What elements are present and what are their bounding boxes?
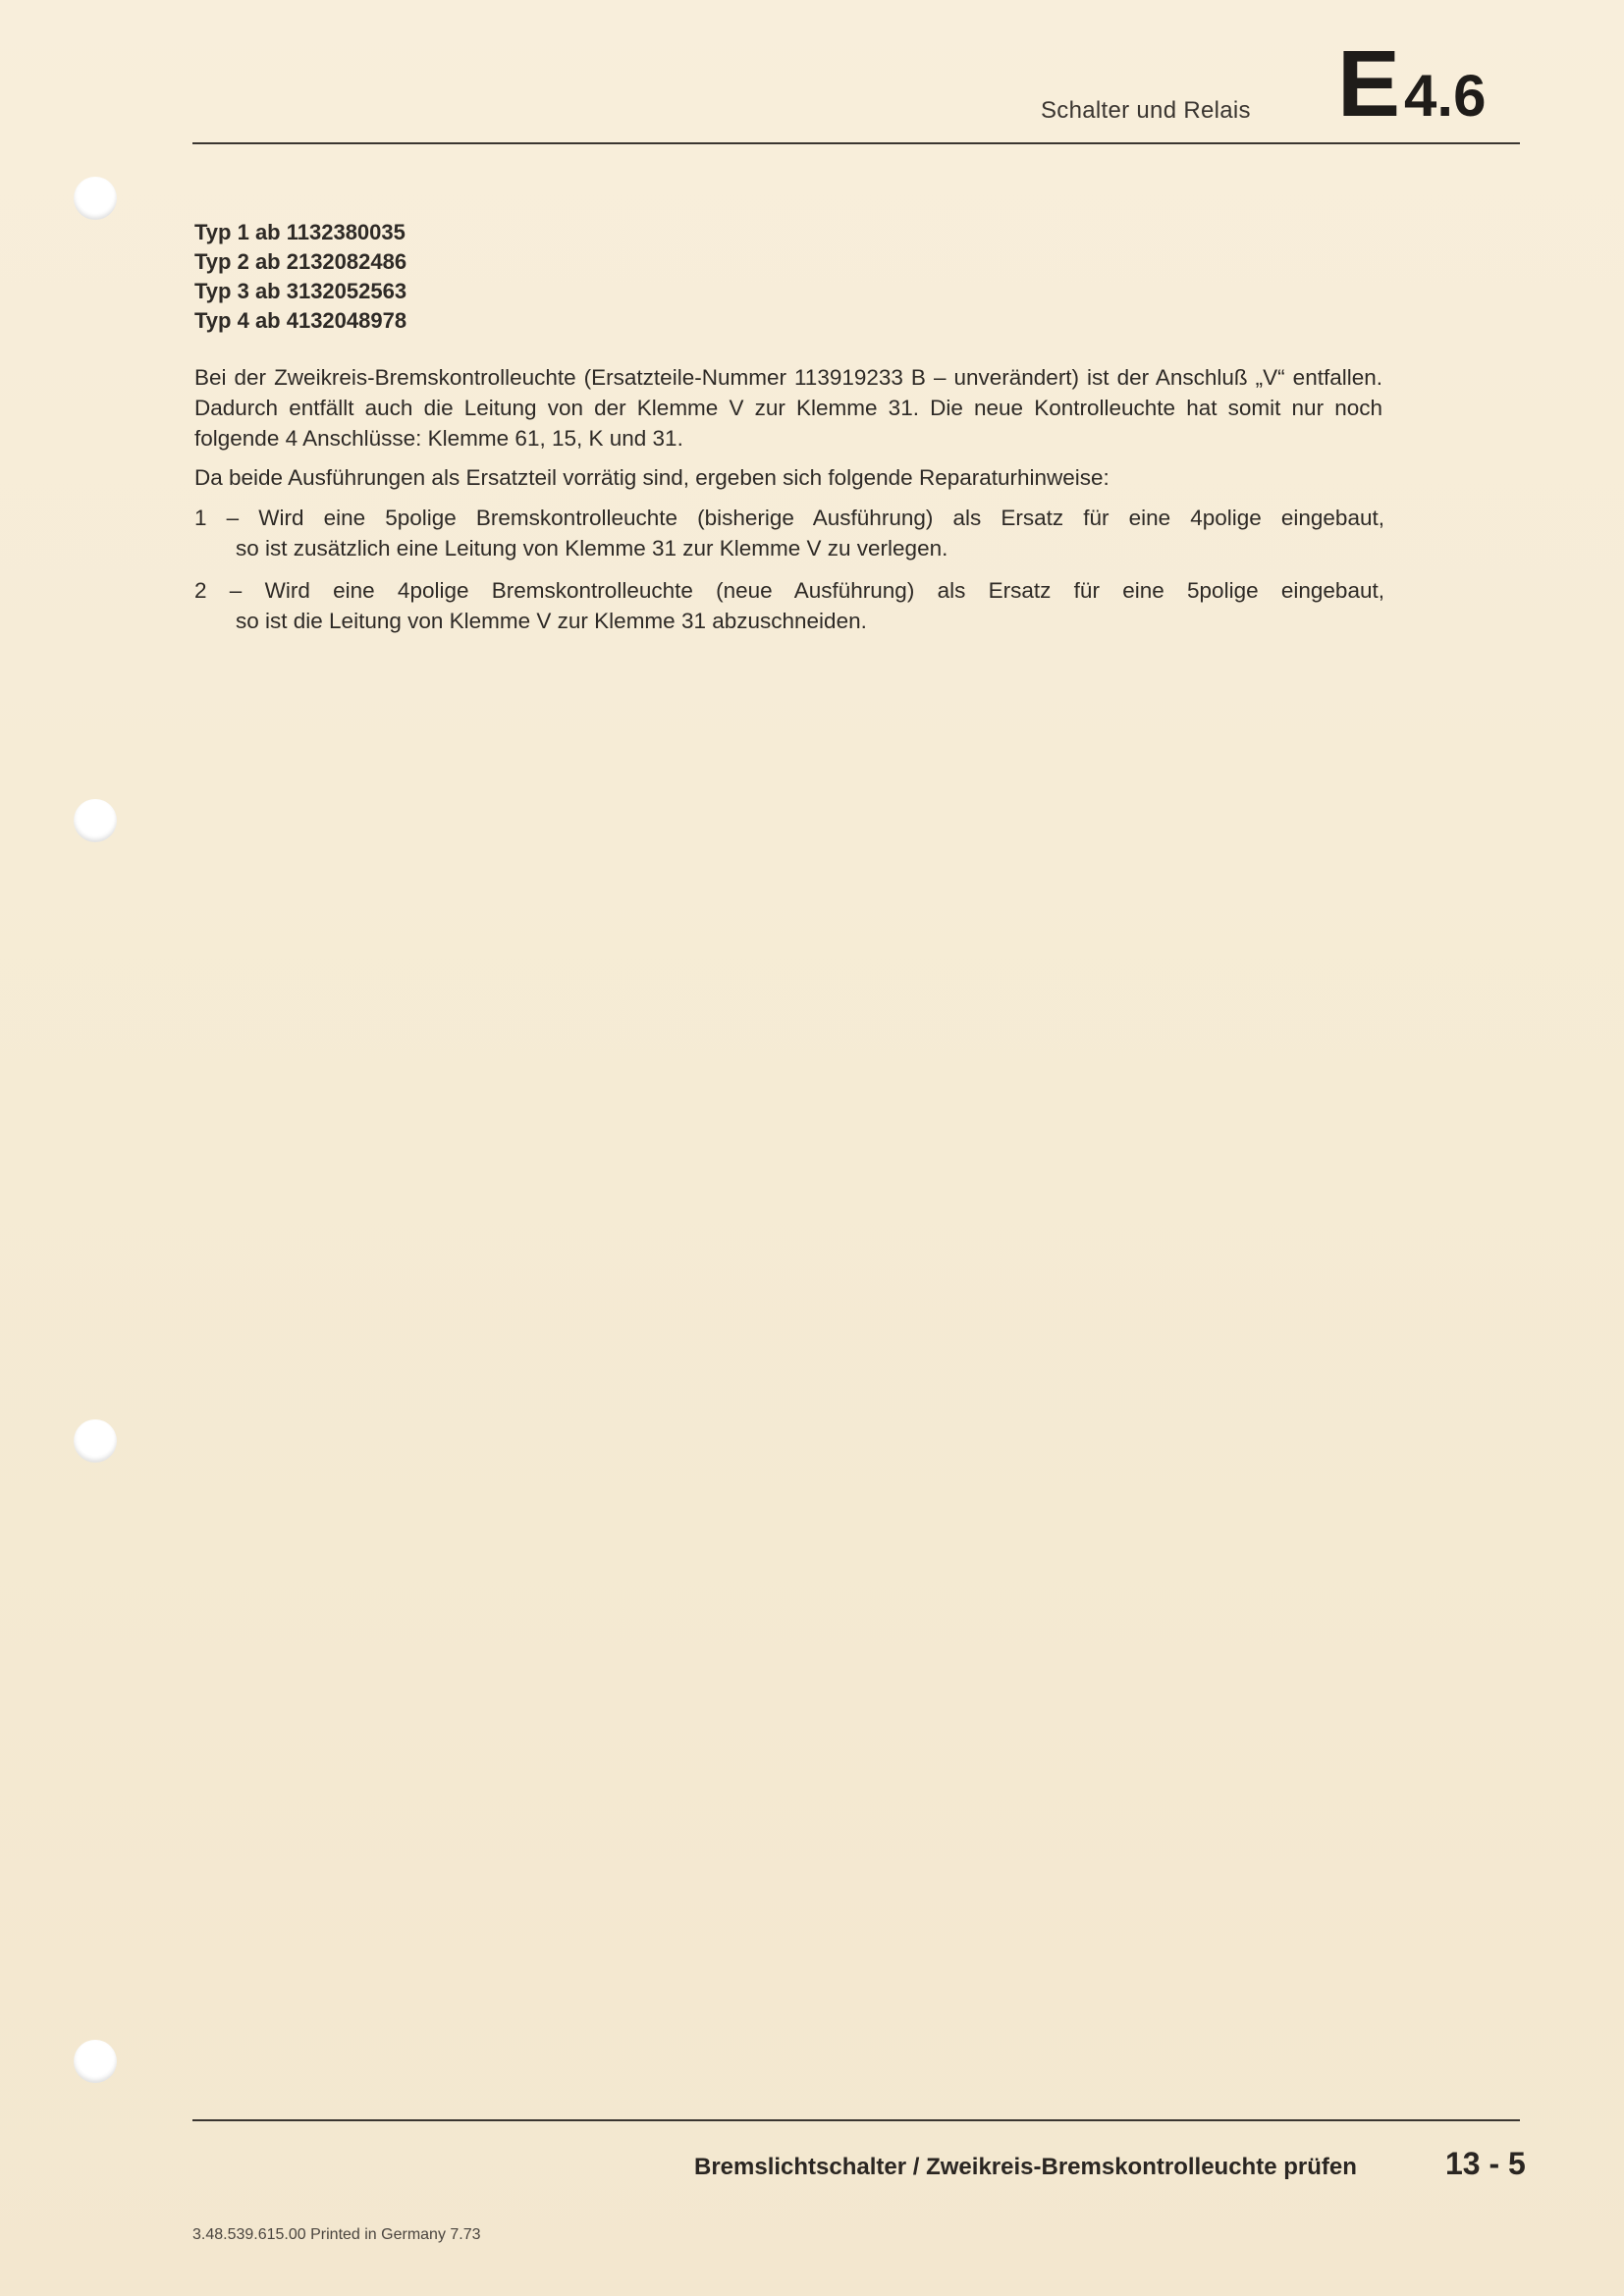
type-line: Typ 2 ab 2132082486 [194, 249, 407, 274]
section-code-number: 4.6 [1404, 63, 1487, 129]
paragraph-intro: Bei der Zweikreis-Bremskontrolleuchte (Ersatzteile-Nummer 113919233 B – unverändert) ist der Anschluß „V“ entfallen. Dadurch entfällt auch die Leitung von der Klemme V zur Klemme 31. Die neue Kontrolleuchte hat somit nur noch folgende 4 Anschlüsse: Klemme 61, 15, K und 31. [194, 365, 1382, 451]
footer-rule [192, 2119, 1520, 2121]
paragraph-repair-note: Da beide Ausführungen als Ersatzteil vorrätig sind, ergeben sich folgende Reparaturhinweise: [194, 465, 1110, 490]
type-line: Typ 3 ab 3132052563 [194, 279, 407, 303]
list-item [194, 575, 1384, 636]
list-item-number: 2 [194, 578, 207, 603]
header-rule [192, 142, 1520, 144]
list-item-text: – Wird eine 5polige Bremskontrolleuchte (bisherige Ausführung) als Ersatz für eine 4polige eingebaut, [226, 506, 1384, 530]
type-line: Typ 1 ab 1132380035 [194, 220, 406, 244]
punch-hole [74, 177, 117, 220]
punch-hole [74, 799, 117, 842]
section-code-letter: E [1337, 31, 1401, 136]
page-number: 13 - 5 [1445, 2146, 1526, 2181]
list-item-text: – Wird eine 4polige Bremskontrolleuchte (neue Ausführung) als Ersatz für eine 5polige eingebaut, [229, 578, 1384, 603]
list-item-text-continued: so ist die Leitung von Klemme V zur Klemme 31 abzuschneiden. [236, 609, 867, 633]
section-title: Schalter und Relais [1041, 97, 1251, 124]
list-item-number: 1 [194, 506, 207, 530]
type-line: Typ 4 ab 4132048978 [194, 308, 407, 333]
section-code [1337, 31, 1487, 136]
punch-hole [74, 1419, 117, 1463]
print-info: 3.48.539.615.00 Printed in Germany 7.73 [192, 2226, 481, 2243]
footer-title: Bremslichtschalter / Zweikreis-Bremskontrolleuchte prüfen [694, 2154, 1357, 2180]
list-item-text-continued: so ist zusätzlich eine Leitung von Klemme 31 zur Klemme V zu verlegen. [236, 536, 948, 561]
list-item [194, 503, 1384, 563]
punch-hole [74, 2040, 117, 2083]
type-list [194, 218, 406, 336]
